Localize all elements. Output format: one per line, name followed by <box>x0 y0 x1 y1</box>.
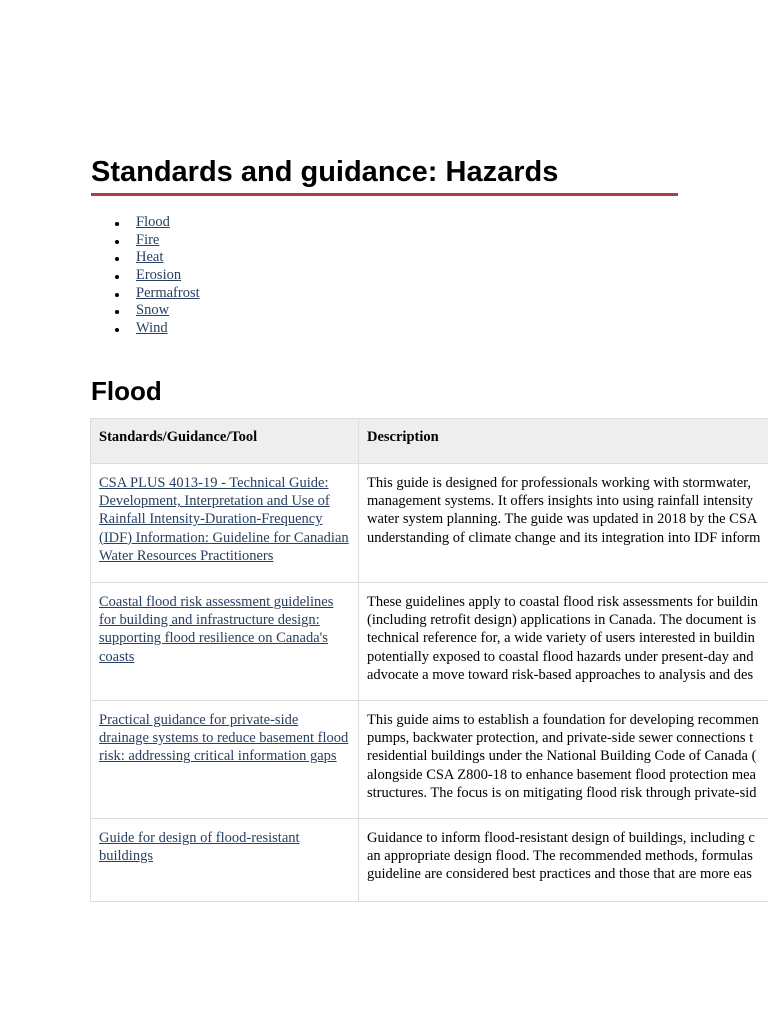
standard-link-coastal-flood-guidelines[interactable]: Coastal flood risk assessment guidelines for building and infrastructure design: supporting flood resilience on Canada's coasts <box>99 594 334 665</box>
toc-link-permafrost[interactable]: Permafrost <box>136 284 200 301</box>
toc-item-fire <box>91 232 200 250</box>
toc-link-heat[interactable]: Heat <box>136 249 164 266</box>
description-cell <box>359 819 768 902</box>
description-line: advocate a move toward risk-based approaches to analysis and des <box>367 666 754 683</box>
table-row <box>91 583 768 701</box>
description-line: This guide is designed for professionals working with stormwater, <box>367 475 752 491</box>
description-line: structures. The focus is on mitigating flood risk through private-sid <box>367 784 757 801</box>
table-row <box>91 819 768 902</box>
description-line: understanding of climate change and its integration into IDF inform <box>367 529 761 546</box>
description-cell <box>359 583 768 701</box>
toc-item-flood <box>91 214 200 232</box>
description-line: Guidance to inform flood-resistant design of buildings, including c <box>367 830 755 846</box>
description-line: alongside CSA Z800-18 to enhance basement flood protection mea <box>367 766 756 783</box>
toc-item-wind <box>91 320 200 338</box>
toc-link-wind[interactable]: Wind <box>136 320 168 337</box>
standard-link-private-side-drainage[interactable]: Practical guidance for private-side drainage systems to reduce basement flood risk: addressing critical information gaps <box>99 712 349 765</box>
description-cell <box>359 464 768 583</box>
description-line: (including retrofit design) applications in Canada. The document is <box>367 612 757 629</box>
flood-standards-table <box>90 418 768 902</box>
table-header-row <box>91 419 768 464</box>
description-line: pumps, backwater protection, and private-side sewer connections t <box>367 730 754 747</box>
toc-item-snow <box>91 302 200 320</box>
table-of-contents <box>91 214 200 338</box>
standard-cell <box>91 583 359 701</box>
description-line: These guidelines apply to coastal flood risk assessments for buildin <box>367 594 759 610</box>
standard-cell <box>91 464 359 583</box>
description-line: residential buildings under the National Building Code of Canada ( <box>367 748 757 765</box>
section-heading-flood: Flood <box>91 376 162 406</box>
column-header-standard: Standards/Guidance/Tool <box>91 419 359 464</box>
title-underline <box>91 193 678 196</box>
toc-link-fire[interactable]: Fire <box>136 231 160 248</box>
description-line: water system planning. The guide was updated in 2018 by the CSA <box>367 511 758 528</box>
description-line: potentially exposed to coastal flood hazards under present-day and <box>367 648 754 665</box>
toc-item-heat <box>91 249 200 267</box>
page-title: Standards and guidance: Hazards <box>91 156 559 188</box>
standard-link-csa-plus-4013[interactable]: CSA PLUS 4013-19 - Technical Guide: Development, Interpretation and Use of Rainfall Intensity-Duration-Frequency (IDF) Information: Guideline for Canadian Water Resources Practitioners <box>99 475 349 564</box>
toc-item-erosion <box>91 267 200 285</box>
description-cell <box>359 701 768 819</box>
description-line: management systems. It offers insights into using rainfall intensity <box>367 493 753 510</box>
description-line: technical reference for, a wide variety of users interested in buildin <box>367 630 755 647</box>
description-line: guideline are considered best practices and those that are more eas <box>367 866 752 883</box>
column-header-description: Description <box>359 419 768 464</box>
toc-link-flood[interactable]: Flood <box>136 214 170 230</box>
standard-cell <box>91 819 359 902</box>
toc-item-permafrost <box>91 285 200 303</box>
table-row <box>91 701 768 819</box>
description-line: an appropriate design flood. The recommended methods, formulas <box>367 848 753 865</box>
standard-link-flood-resistant-buildings[interactable]: Guide for design of flood-resistant buildings <box>99 830 300 865</box>
table-row <box>91 464 768 583</box>
toc-link-erosion[interactable]: Erosion <box>136 267 182 284</box>
toc-link-snow[interactable]: Snow <box>136 302 170 319</box>
description-line: This guide aims to establish a foundation for developing recommen <box>367 712 759 728</box>
standard-cell <box>91 701 359 819</box>
